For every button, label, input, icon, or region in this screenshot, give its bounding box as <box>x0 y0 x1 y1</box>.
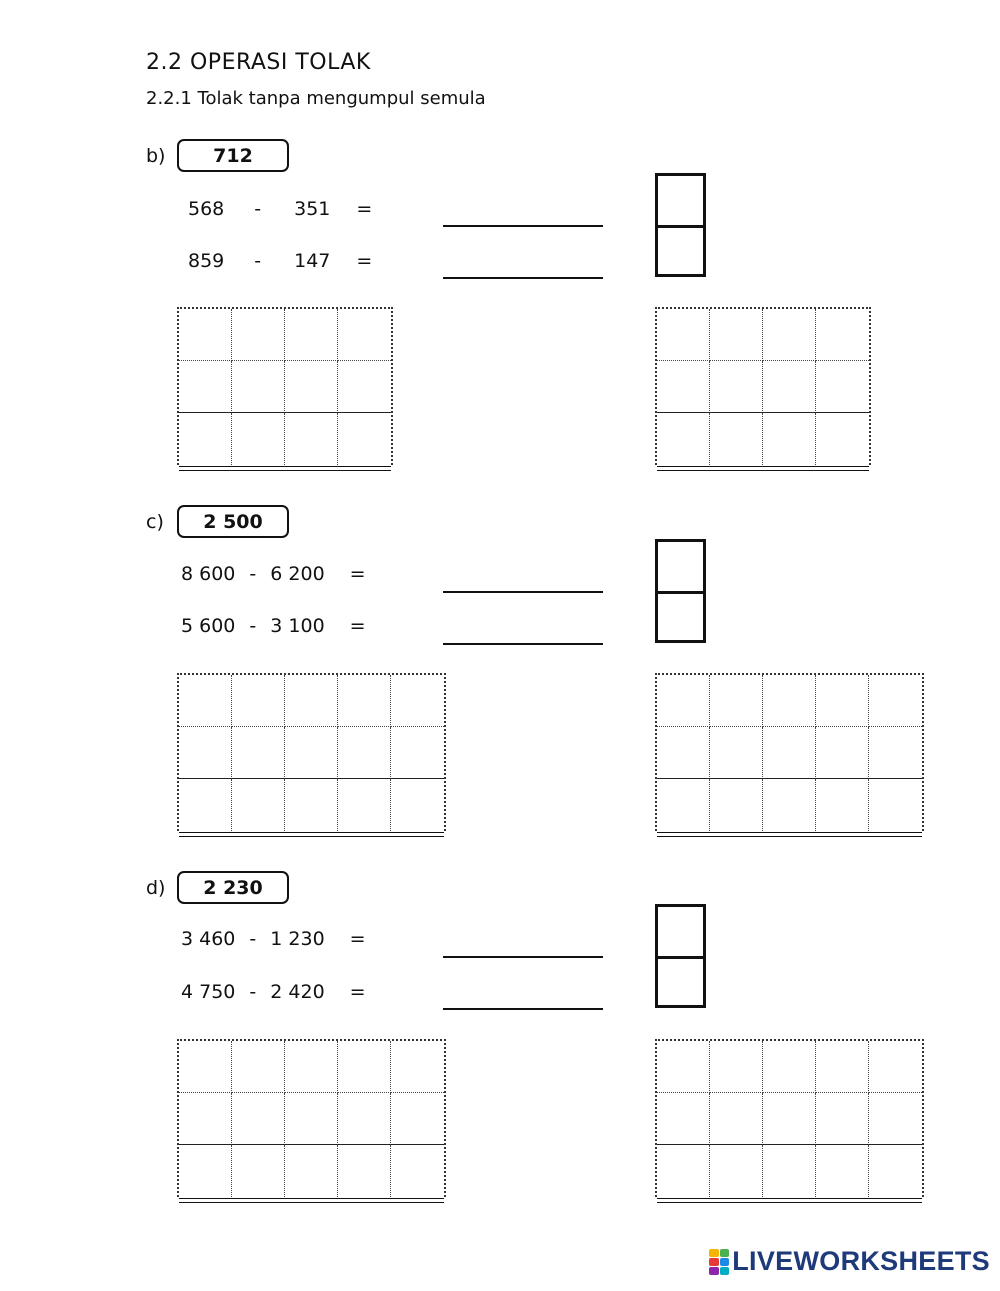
drop-box-1[interactable] <box>658 907 703 956</box>
operator: - <box>249 928 257 950</box>
working-grid-left <box>177 1039 446 1197</box>
operator: - <box>249 563 257 585</box>
operand-b: 3 100 <box>270 615 325 637</box>
working-grid-left <box>177 307 393 465</box>
working-grid-left <box>177 673 446 831</box>
operand-a: 859 <box>188 250 225 272</box>
operand-b: 147 <box>294 250 331 272</box>
operand-a: 5 600 <box>181 615 236 637</box>
answer-line-1[interactable] <box>443 591 603 593</box>
drop-box-1[interactable] <box>658 176 703 225</box>
drop-box-2[interactable] <box>658 225 703 274</box>
operand-b: 2 420 <box>270 981 325 1003</box>
operand-b: 351 <box>294 198 331 220</box>
section-letter: c) <box>146 511 164 533</box>
liveworksheets-logo-icon <box>709 1249 729 1275</box>
liveworksheets-logo[interactable] <box>709 1246 990 1277</box>
operator: - <box>254 250 262 272</box>
answer-line-2[interactable] <box>443 277 603 279</box>
section-letter: d) <box>146 877 166 899</box>
operand-b: 6 200 <box>270 563 325 585</box>
page-subtitle: 2.2.1 Tolak tanpa mengumpul semula <box>146 88 486 109</box>
match-drop-boxes <box>655 173 706 277</box>
equation-1 <box>188 198 372 220</box>
equation-2 <box>181 981 366 1003</box>
equation-1 <box>181 563 366 585</box>
operator: - <box>249 981 257 1003</box>
drop-box-2[interactable] <box>658 591 703 640</box>
operator: - <box>249 615 257 637</box>
equals-sign: = <box>349 615 366 637</box>
target-answer-box: 712 <box>177 139 289 172</box>
page-title: 2.2 OPERASI TOLAK <box>146 50 371 75</box>
answer-line-1[interactable] <box>443 956 603 958</box>
section-letter: b) <box>146 145 166 167</box>
drop-box-2[interactable] <box>658 956 703 1005</box>
equals-sign: = <box>356 198 373 220</box>
equals-sign: = <box>349 563 366 585</box>
operator: - <box>254 198 262 220</box>
match-drop-boxes <box>655 904 706 1008</box>
drop-box-1[interactable] <box>658 542 703 591</box>
equation-1 <box>181 928 366 950</box>
working-grid-right <box>655 307 871 465</box>
operand-a: 568 <box>188 198 225 220</box>
operand-a: 3 460 <box>181 928 236 950</box>
working-grid-right <box>655 1039 924 1197</box>
working-grid-right <box>655 673 924 831</box>
equals-sign: = <box>349 981 366 1003</box>
logo-text: LIVEWORKSHEETS <box>732 1246 990 1276</box>
target-answer-box: 2 500 <box>177 505 289 538</box>
operand-b: 1 230 <box>270 928 325 950</box>
equals-sign: = <box>356 250 373 272</box>
equals-sign: = <box>349 928 366 950</box>
answer-line-2[interactable] <box>443 643 603 645</box>
match-drop-boxes <box>655 539 706 643</box>
answer-line-1[interactable] <box>443 225 603 227</box>
equation-2 <box>188 250 372 272</box>
equation-2 <box>181 615 366 637</box>
operand-a: 4 750 <box>181 981 236 1003</box>
answer-line-2[interactable] <box>443 1008 603 1010</box>
target-answer-box: 2 230 <box>177 871 289 904</box>
operand-a: 8 600 <box>181 563 236 585</box>
